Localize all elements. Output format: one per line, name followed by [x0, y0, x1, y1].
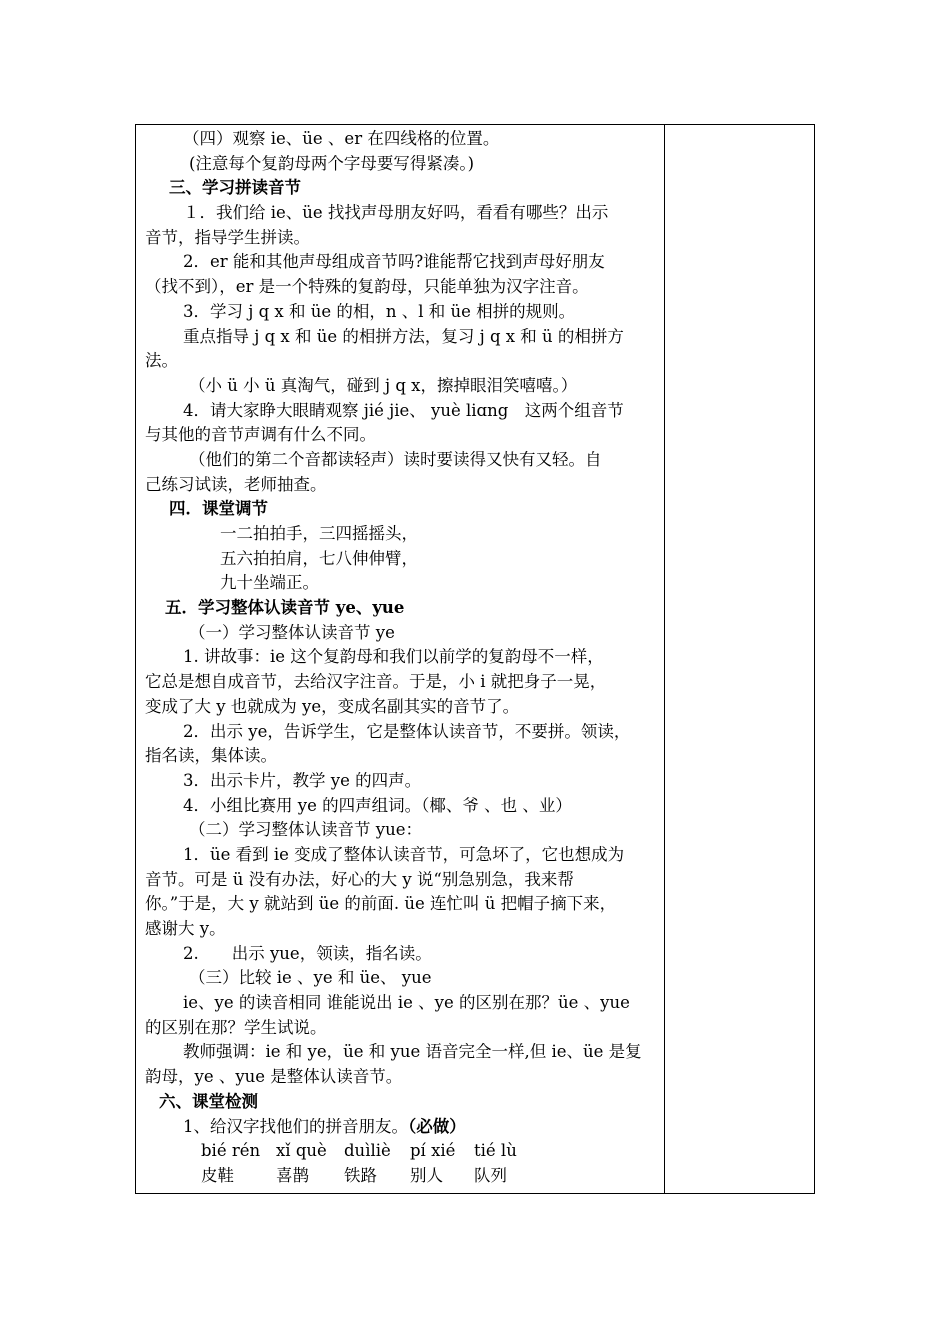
text-line: (注意每个复韵母两个字母要写得紧凑。)	[189, 153, 475, 173]
lesson-table	[135, 124, 815, 1194]
text-line: 2．er 能和其他声母组成音节吗?谁能帮它找到声母好朋友	[183, 252, 605, 272]
text-line: 4．小组比赛用 ye 的四声组词。（椰、爷 、也 、业）	[183, 795, 572, 815]
text-line: （小 ü 小 ü 真淘气，碰到 j q x，擦掉眼泪笑嘻嘻。）	[189, 375, 578, 395]
section-heading: 三、学习拼读音节	[169, 178, 301, 198]
text-line: 2．出示 ye，告诉学生，它是整体认读音节，不要拼。领读，	[183, 721, 631, 741]
hanzi-item: 别人	[410, 1165, 443, 1185]
text-line: （二）学习整体认读音节 yue：	[189, 820, 422, 840]
text-line: 重点指导 j q x 和 üe 的相拼方法，复习 j q x 和 ü 的相拼方	[183, 326, 624, 346]
text-line: （他们的第二个音都读轻声）读时要读得又快有又轻。自	[189, 449, 602, 469]
section-heading: 四．课堂调节	[169, 499, 268, 519]
text-line: 己练习试读，老师抽查。	[145, 474, 327, 494]
text-line: （找不到），er 是一个特殊的复韵母，只能单独为汉字注音。	[145, 277, 589, 297]
rhyme-line: 五六拍拍肩，七八伸伸臂，	[220, 548, 418, 568]
pinyin-item: bié rén	[201, 1141, 261, 1161]
exercise-line	[145, 1115, 657, 1140]
column-divider	[664, 125, 665, 1193]
text-line: 它总是想自成音节，去给汉字注音。于是，小 i 就把身子一晃，	[145, 672, 607, 692]
hanzi-row	[145, 1164, 657, 1189]
text-line: 2. 出示 yue，领读，指名读。	[183, 943, 432, 963]
text-line: 教师强调：ie 和 ye，üe 和 yue 语音完全一样,但 ie、üe 是复	[183, 1042, 642, 1062]
rhyme-line: 九十坐端正。	[220, 573, 319, 593]
text-line: 音节，指导学生拼读。	[145, 227, 310, 247]
section-heading: 五．学习整体认读音节 ye、yue	[165, 598, 405, 618]
hanzi-item: 铁路	[344, 1165, 377, 1185]
text-line: （三）比较 ie 、ye 和 üe、 yue	[189, 968, 432, 988]
pinyin-item: pí xié	[410, 1141, 456, 1161]
rhyme-line: 一二拍拍手，三四摇摇头，	[220, 524, 418, 543]
text-line: 1. 讲故事：ie 这个复韵母和我们以前学的复韵母不一样，	[183, 647, 604, 667]
text-line: 3．学习 j q x 和 üe 的相，n 、l 和 üe 相拼的规则。	[183, 301, 576, 321]
text-line: ie、ye 的读音相同 谁能说出 ie 、ye 的区别在那？üe 、yue	[183, 993, 630, 1013]
required-tag: （必做）	[408, 1116, 466, 1136]
hanzi-item: 皮鞋	[201, 1165, 234, 1185]
text-line: 指名读，集体读。	[145, 746, 277, 766]
pinyin-item: xǐ què	[276, 1141, 327, 1161]
text-line: 感谢大 y。	[145, 919, 226, 938]
text-line: 法。	[145, 351, 178, 371]
text-line: 的区别在那？学生试说。	[145, 1017, 327, 1037]
hanzi-item: 喜鹊	[276, 1165, 309, 1185]
text-line: 4．请大家睁大眼睛观察 jié jie、 yuè liɑng 这两个组音节	[183, 400, 624, 420]
text-line: 变成了大 y 也就成为 ye，变成名副其实的音节了。	[145, 696, 520, 716]
lesson-content-cell	[145, 127, 657, 1189]
text-line: 韵母，ye 、yue 是整体认读音节。	[145, 1067, 403, 1087]
text-line: 3．出示卡片，教学 ye 的四声。	[183, 770, 422, 790]
hanzi-item: 队列	[474, 1165, 507, 1185]
text-line: 与其他的音节声调有什么不同。	[145, 425, 376, 445]
text-line: （四）观察 ie、üe 、er 在四线格的位置。	[183, 129, 500, 148]
section-heading: 六、课堂检测	[159, 1091, 258, 1111]
exercise-text: 1、给汉字找他们的拼音朋友。	[183, 1116, 408, 1136]
pinyin-item: duìliè	[344, 1141, 391, 1161]
text-line: 1．üe 看到 ie 变成了整体认读音节，可急坏了，它也想成为	[183, 844, 625, 864]
pinyin-row	[145, 1139, 657, 1164]
pinyin-item: tié lù	[474, 1141, 517, 1161]
text-line: （一）学习整体认读音节 ye	[189, 622, 395, 642]
text-line: １．我们给 ie、üe 找找声母朋友好吗，看看有哪些？出示	[183, 203, 609, 223]
text-line: 音节。可是 ü 没有办法，好心的大 y 说“别急别急，我来帮	[145, 869, 574, 889]
text-line: 你。”于是，大 y 就站到 üe 的前面. üe 连忙叫 ü 把帽子摘下来，	[145, 894, 617, 914]
